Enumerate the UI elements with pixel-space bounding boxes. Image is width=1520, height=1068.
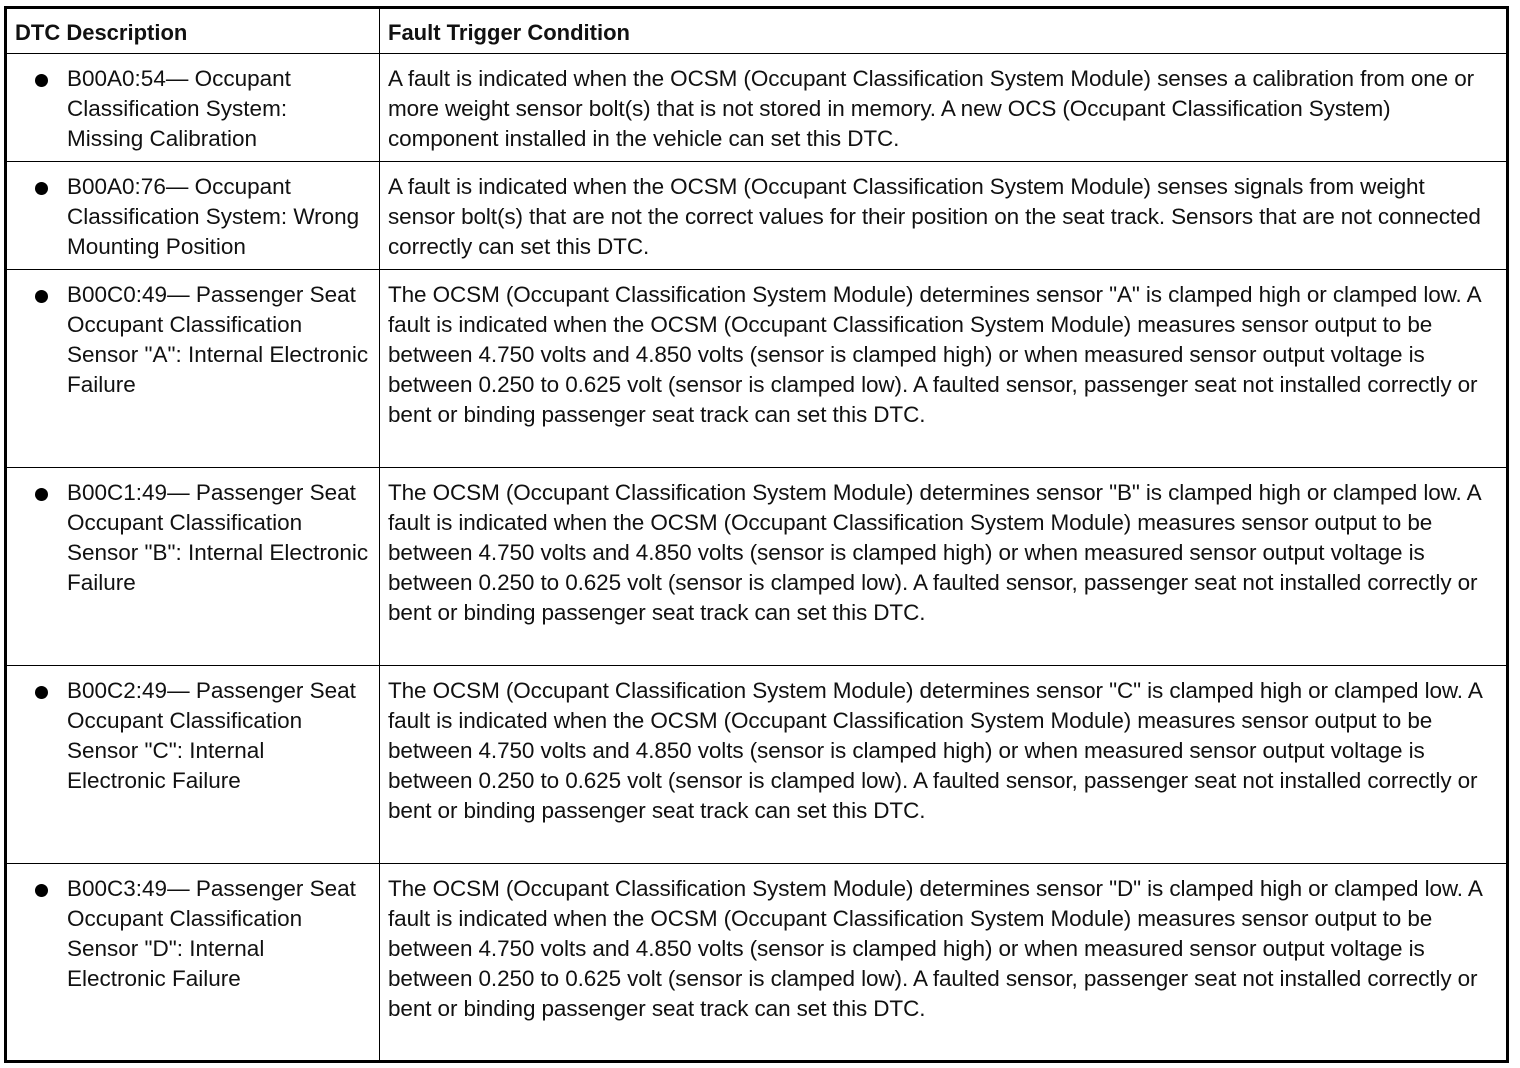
table-row bbox=[6, 666, 1508, 864]
dtc-description-cell bbox=[6, 54, 380, 162]
table-header-row bbox=[6, 8, 1508, 54]
dtc-description-cell bbox=[6, 468, 380, 666]
table-row bbox=[6, 468, 1508, 666]
dtc-description-text: B00A0:76— Occupant Classification System: Wrong Mounting Position bbox=[67, 174, 360, 259]
table-row bbox=[6, 54, 1508, 162]
dtc-description-cell bbox=[6, 864, 380, 1062]
fault-trigger-condition-cell: The OCSM (Occupant Classification System Module) determines sensor "A" is clamped high or clamped low. A fault is indicated when the OCSM (Occupant Classification System Module) measures sensor output to be between 4.750 volts and 4.850 volts (sensor is clamped high) or when measured sensor output voltage is between 0.250 to 0.625 volt (sensor is clamped low). A faulted sensor, passenger seat not installed correctly or bent or binding passenger seat track can set this DTC. bbox=[380, 270, 1508, 468]
column-header-fault-trigger-condition: Fault Trigger Condition bbox=[380, 8, 1508, 54]
fault-trigger-condition-cell: A fault is indicated when the OCSM (Occupant Classification System Module) senses a calibration from one or more weight sensor bolt(s) that is not stored in memory. A new OCS (Occupant Classification System) component installed in the vehicle can set this DTC. bbox=[380, 54, 1508, 162]
fault-trigger-condition-cell: A fault is indicated when the OCSM (Occupant Classification System Module) senses signals from weight sensor bolt(s) that are not the correct values for their position on the seat track. Sensors that are not connected correctly can set this DTC. bbox=[380, 162, 1508, 270]
dtc-table bbox=[4, 6, 1509, 1063]
table-row bbox=[6, 864, 1508, 1062]
dtc-description-text: B00C2:49— Passenger Seat Occupant Classification Sensor "C": Internal Electronic Failure bbox=[67, 678, 356, 793]
column-header-dtc-description: DTC Description bbox=[6, 8, 380, 54]
bullet-icon bbox=[35, 488, 48, 501]
dtc-description-text: B00C3:49— Passenger Seat Occupant Classification Sensor "D": Internal Electronic Failure bbox=[67, 876, 356, 991]
table-row bbox=[6, 270, 1508, 468]
bullet-icon bbox=[35, 290, 48, 303]
dtc-description-text: B00C0:49— Passenger Seat Occupant Classification Sensor "A": Internal Electronic Failure bbox=[67, 282, 369, 397]
bullet-icon bbox=[35, 182, 48, 195]
bullet-icon bbox=[35, 686, 48, 699]
table-row bbox=[6, 162, 1508, 270]
fault-trigger-condition-cell: The OCSM (Occupant Classification System Module) determines sensor "D" is clamped high or clamped low. A fault is indicated when the OCSM (Occupant Classification System Module) measures sensor output to be between 4.750 volts and 4.850 volts (sensor is clamped high) or when measured sensor output voltage is between 0.250 to 0.625 volt (sensor is clamped low). A faulted sensor, passenger seat not installed correctly or bent or binding passenger seat track can set this DTC. bbox=[380, 864, 1508, 1062]
dtc-description-text: B00C1:49— Passenger Seat Occupant Classification Sensor "B": Internal Electronic Failure bbox=[67, 480, 369, 595]
dtc-description-text: B00A0:54— Occupant Classification System: Missing Calibration bbox=[67, 66, 291, 151]
dtc-description-cell bbox=[6, 162, 380, 270]
fault-trigger-condition-cell: The OCSM (Occupant Classification System Module) determines sensor "B" is clamped high or clamped low. A fault is indicated when the OCSM (Occupant Classification System Module) measures sensor output to be between 4.750 volts and 4.850 volts (sensor is clamped high) or when measured sensor output voltage is between 0.250 to 0.625 volt (sensor is clamped low). A faulted sensor, passenger seat not installed correctly or bent or binding passenger seat track can set this DTC. bbox=[380, 468, 1508, 666]
dtc-description-cell bbox=[6, 270, 380, 468]
bullet-icon bbox=[35, 74, 48, 87]
bullet-icon bbox=[35, 884, 48, 897]
fault-trigger-condition-cell: The OCSM (Occupant Classification System Module) determines sensor "C" is clamped high or clamped low. A fault is indicated when the OCSM (Occupant Classification System Module) measures sensor output to be between 4.750 volts and 4.850 volts (sensor is clamped high) or when measured sensor output voltage is between 0.250 to 0.625 volt (sensor is clamped low). A faulted sensor, passenger seat not installed correctly or bent or binding passenger seat track can set this DTC. bbox=[380, 666, 1508, 864]
dtc-description-cell bbox=[6, 666, 380, 864]
